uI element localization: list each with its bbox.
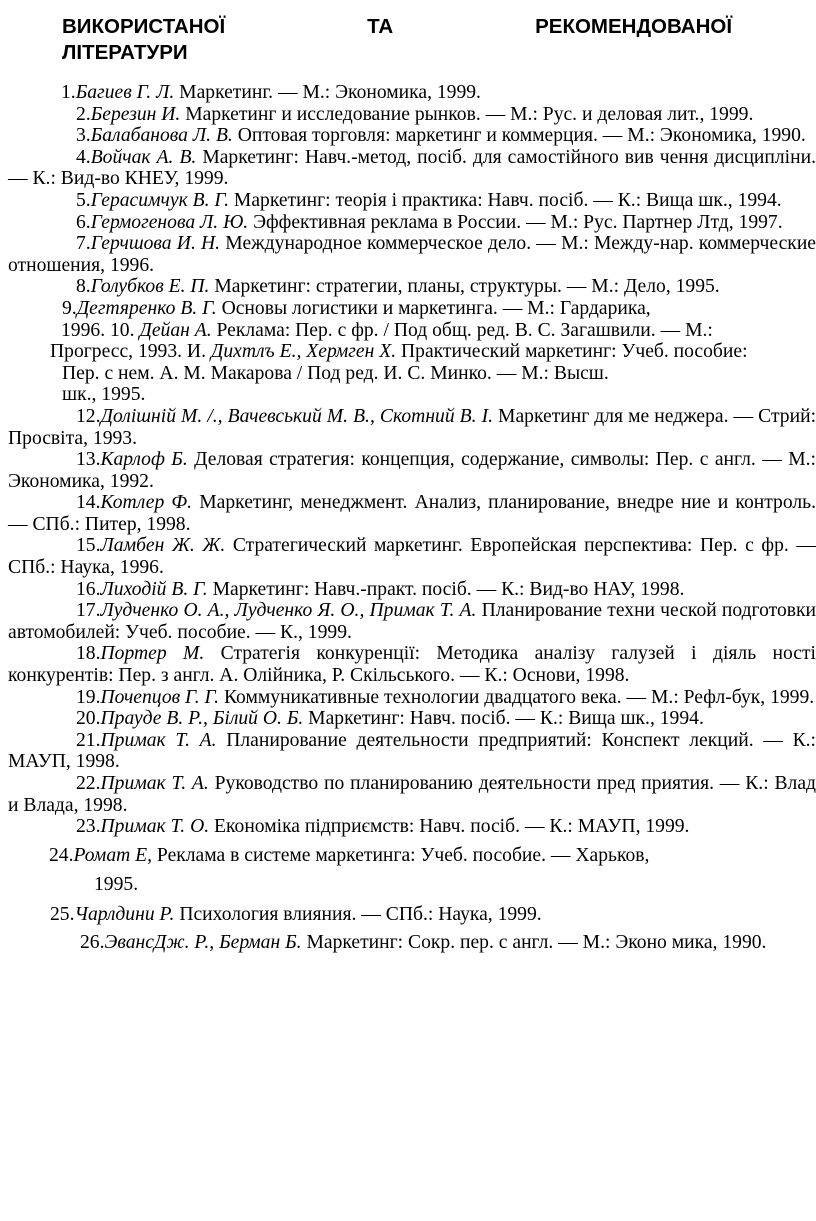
reference-number: 25. [50,903,75,925]
reference-number: 24. [49,844,74,866]
reference-author: Ромат Е, [73,844,153,866]
reference-item [8,276,816,298]
reference-number: 6. [76,211,91,233]
reference-text: Стратегія конкуренції: Методика аналізу галузей і діяль ності конкурентів: Пер. з англ. А. Олійника, Р. Скільського. — К.: Основи, 1998. [8,643,816,687]
reference-item [8,904,816,926]
reference-text: Маркетинг: стратегии, планы, структуры. — М.: Дело, 1995. [209,276,720,298]
reference-author: Прауде В. Р., Білий О. Б. [100,708,304,730]
reference-author: Дейан А. [139,319,212,341]
reference-item [8,643,816,686]
reference-number: 1996. 10. [61,319,140,341]
reference-number: 17. [76,600,101,622]
reference-author: Примак Т. О. [100,816,210,838]
reference-text: Маркетинг. — М.: Экономика, 1999. [174,82,481,103]
reference-text: Реклама в системе маркетинга: Учеб. пособие. — Харьков, [152,844,650,866]
reference-text: Маркетинг, менеджмент. Анализ, планирование, внедре ние и контроль. — СПб.: Питер, 1998. [8,492,816,535]
reference-item [8,363,816,385]
reference-item [8,730,816,773]
reference-author: Герасимчук В. Г. [90,189,229,211]
reference-author: Примак Т. А. [100,773,209,794]
reference-author: Примак Т. А. [100,729,217,751]
reference-item [8,579,816,601]
reference-item [8,845,816,867]
reference-text: Оптовая торговля: маркетинг и коммерция. — М.: Экономика, 1990. [232,125,806,147]
reference-author: Почепцов Г. Г. [100,686,220,708]
reference-text: Коммуникативные технологии двадцатого века. — М.: Рефл-бук, 1999. [219,686,815,708]
reference-item [8,298,816,320]
reference-text: Маркетинг: Сокр. пер. с англ. — М.: Эконо мика, 1990. [301,931,767,953]
reference-number: 21. [76,729,101,751]
reference-text: Економіка підприємств: Навч. посіб. — К.: МАУП, 1999. [209,816,690,838]
reference-number: 12. [76,405,101,427]
reference-author: Долішній М. /., Вачевський М. В., Скотний В. І. [100,405,494,427]
reference-text: Реклама: Пер. с фр. / Под общ. ред. В. С. Загашвили. — М.: [211,319,713,341]
reference-item [8,874,816,896]
reference-text: Практический маркетинг: Учеб. пособие: [396,341,748,363]
reference-author: Березин И. [90,103,181,125]
reference-item [8,708,816,730]
reference-author: Карлоф Б. [100,449,188,471]
reference-text: Психология влияния. — СПб.: Наука, 1999. [174,903,542,925]
reference-number: 14. [76,492,101,514]
reference-number: 5. [76,189,91,211]
reference-text: Пер. с нем. А. М. Макарова / Под ред. И. С. Минко. — М.: Высш. [62,362,609,384]
reference-text: Маркетинг для ме неджера. — Стрий: Просвіта, 1993. [8,405,816,449]
reference-author: ЭвансДж. Р., Берман Б. [104,931,302,953]
reference-text: Маркетинг: Навч.-метод, посіб. для самостійного вив чення дисципліни. — К.: Вид-во КНЕУ, 1999. [8,146,816,190]
reference-item [8,449,816,492]
reference-number: 23. [76,816,101,838]
reference-author: Войчак А. В. [90,146,197,168]
reference-number: 20. [76,708,101,730]
reference-text: Планирование деятельности предприятий: Конспект лекций. — К.: МАУП, 1998. [8,729,816,773]
reference-item [8,932,816,954]
reference-author: Голубков Е. П. [90,276,210,298]
reference-text: Эффективная реклама в России. — М.: Рус. Партнер Лтд, 1997. [248,211,783,233]
title-line-1 [62,14,732,40]
reference-number: 1. [61,82,76,103]
reference-item [8,82,816,104]
reference-author: Дегтяренко В. Г. [76,297,217,319]
reference-number: 3. [76,125,91,147]
reference-author: Дихтлъ Е., Хермген X. [210,341,397,363]
reference-number: 19. [76,686,101,708]
reference-number: 8. [76,276,91,298]
reference-author: Гермогенова Л. Ю. [90,211,249,233]
reference-number: 16. [76,578,101,600]
reference-author: Лиходій В. Г. [100,578,208,600]
reference-text: Деловая стратегия: концепция, содержание, символы: Пер. с англ. — М.: Экономика, 1992. [8,449,816,492]
reference-author: Котлер Ф. [100,492,193,514]
reference-number: 18. [76,643,101,665]
reference-text: Руководство по планированию деятельности пред приятия. — К.: Влад и Влада, 1998. [8,773,816,816]
reference-number: 4. [76,146,91,168]
title-word-3: РЕКОМЕНДОВАНОЇ [535,15,732,38]
reference-number: 7. [76,233,91,255]
reference-author: Герчшова И. Н. [90,233,221,255]
reference-author: Лудченко О. А., Лудченко Я. О., Примак Т. А. [100,600,477,622]
reference-item [8,687,816,709]
reference-item [8,104,816,126]
reference-item [8,147,816,190]
title-word-1: ВИКОРИСТАНОЇ [62,15,226,38]
reference-text: Маркетинг: Навч.-практ. посіб. — К.: Вид-во НАУ, 1998. [207,578,685,600]
reference-item [8,190,816,212]
reference-number: 2. [76,103,91,125]
reference-author: Портер М. [100,643,205,665]
reference-item [8,212,816,234]
reference-number: 15. [76,535,101,557]
reference-number: 13. [76,449,101,471]
reference-item [8,816,816,838]
title-word-2: ТА [367,15,394,38]
reference-text: Маркетинг: теорія і практика: Навч. посіб. — К.: Вища шк., 1994. [229,189,782,211]
reference-number: Прогресс, 1993. И. [50,341,211,363]
reference-author: Балабанова Л. В. [90,125,233,147]
title-line-2: ЛІТЕРАТУРИ [62,41,188,64]
reference-item [8,384,816,406]
reference-item [8,233,816,276]
reference-text: 1995. [94,874,139,896]
reference-list [8,82,816,953]
reference-item [8,406,816,449]
reference-text: Основы логистики и маркетинга. — М.: Гардарика, [216,297,651,319]
reference-number: 26. [80,931,105,953]
reference-text: Международное коммерческое дело. — М.: Между-нар. коммерческие отношения, 1996. [8,233,816,276]
reference-author: Ламбен Ж. Ж. [100,535,226,557]
reference-item [8,492,816,535]
reference-text: Стратегический маркетинг. Европейская перспектива: Пер. с фр. — СПб.: Наука, 1996. [8,535,816,579]
reference-text: шк., 1995. [62,384,146,406]
reference-item [8,125,816,147]
reference-item [8,320,816,342]
reference-author: Чарлдини Р. [74,903,175,925]
reference-author: Багиев Г. Л. [75,82,175,103]
reference-item [8,600,816,643]
reference-text: Маркетинг: Навч. посіб. — К.: Вища шк., 1994. [303,708,704,730]
reference-number: 9. [62,297,77,319]
reference-item [8,535,816,578]
page-title [62,14,732,66]
reference-text: Маркетинг и исследование рынков. — М.: Рус. и деловая лит., 1999. [180,103,754,125]
reference-number: 22. [76,773,101,794]
reference-text: Планирование техни ческой подготовки автомобилей: Учеб. пособие. — К., 1999. [8,600,816,643]
reference-item [8,773,816,816]
reference-item [8,341,816,363]
